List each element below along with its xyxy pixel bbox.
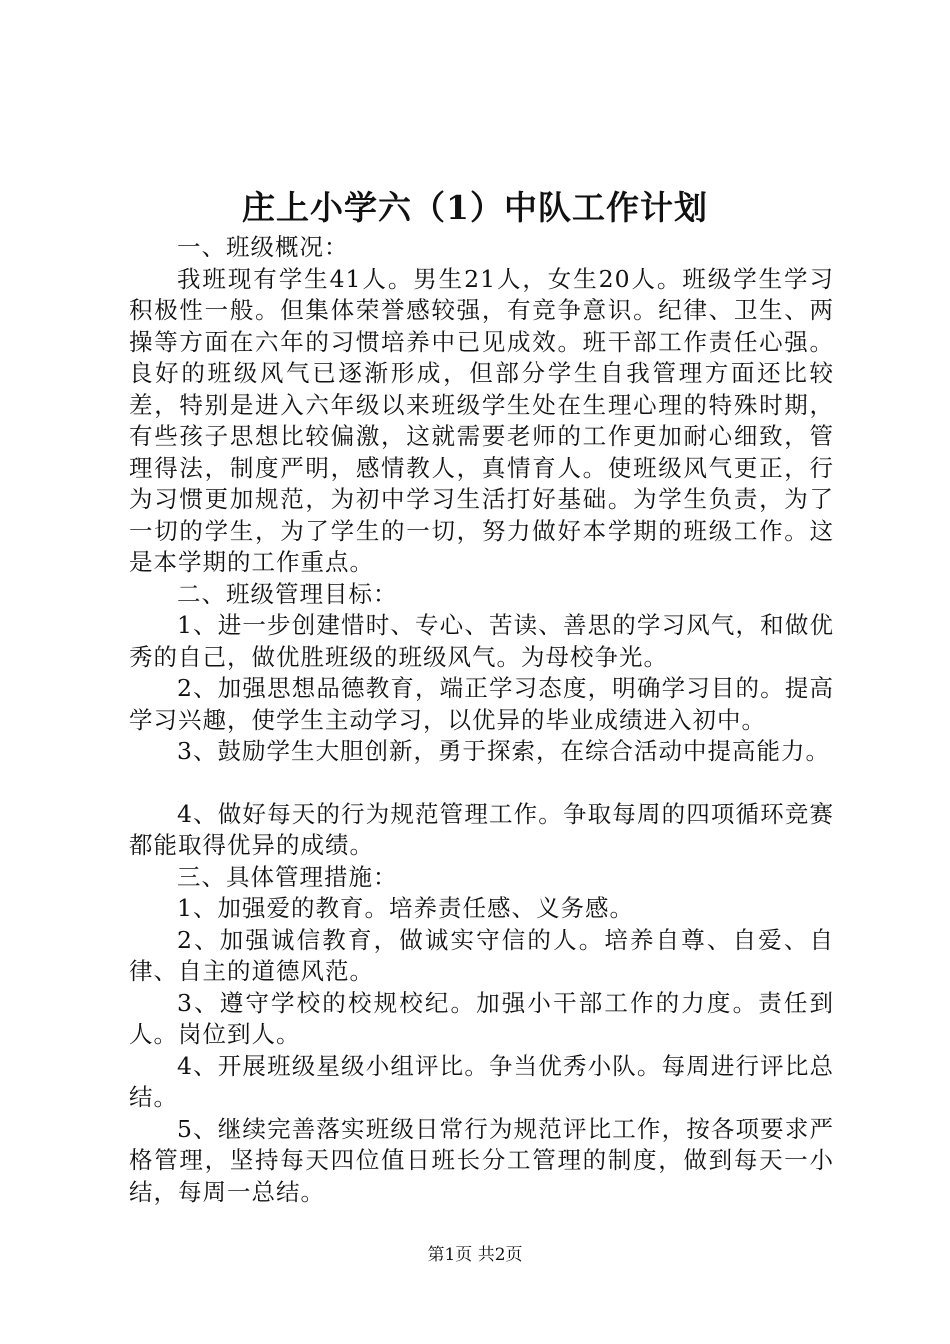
page-number-footer: 第1页 共2页	[427, 1245, 523, 1265]
paragraph-measure-5: 5、继续完善落实班级日常行为规范评比工作，按各项要求严格管理，坚持每天四位值日班长分工管理的制度，做到每天一小结，每周一总结。	[129, 1114, 834, 1206]
paragraph-measure-1: 1、加强爱的教育。培养责任感、义务感。	[177, 894, 634, 922]
paragraph-class-overview: 我班现有学生41人。男生21人，女生20人。班级学生学习积极性一般。但集体荣誉感较强，有竞争意识。纪律、卫生、两操等方面在六年的习惯培养中已见成效。班干部工作责任心强。良好的班级风气已逐渐形成，但部分学生自我管理方面还比较差，特别是进入六年级以来班级学生处在生理心理的特殊时期，有些孩子思想比较偏激，这就需要老师的工作更加耐心细致，管理得法，制度严明，感情教人，真情育人。使班级风气更正，行为习惯更加规范，为初中学习生活打好基础。为学生负责，为了一切的学生，为了学生的一切，努力做好本学期的班级工作。这是本学期的工作重点。	[129, 264, 834, 576]
paragraph-measure-2: 2、加强诚信教育，做诚实守信的人。培养自尊、自爱、自律、自主的道德风范。	[129, 925, 834, 985]
paragraph-measure-3: 3、遵守学校的校规校纪。加强小干部工作的力度。责任到人。岗位到人。	[129, 988, 834, 1048]
section-heading-measures: 三、具体管理措施：	[177, 862, 398, 891]
paragraph-goal-4: 4、做好每天的行为规范管理工作。争取每周的四项循环竞赛都能取得优异的成绩。	[129, 799, 834, 859]
section-heading-management-goals: 二、班级管理目标：	[177, 579, 398, 608]
paragraph-goal-3: 3、鼓励学生大胆创新，勇于探索，在综合活动中提高能力。	[177, 737, 830, 765]
document-body	[129, 232, 834, 1208]
paragraph-measure-4: 4、开展班级星级小组评比。争当优秀小队。每周进行评比总结。	[129, 1051, 834, 1111]
paragraph-goal-2: 2、加强思想品德教育，端正学习态度，明确学习目的。提高学习兴趣，使学生主动学习，以优异的毕业成绩进入初中。	[129, 674, 834, 734]
section-heading-class-overview: 一、班级概况：	[177, 233, 349, 261]
paragraph-goal-1: 1、进一步创建惜时、专心、苦读、善思的学习风气，和做优秀的自己，做优胜班级的班级风气。为母校争光。	[129, 611, 834, 671]
document-title: 庄上小学六（1）中队工作计划	[242, 188, 708, 227]
